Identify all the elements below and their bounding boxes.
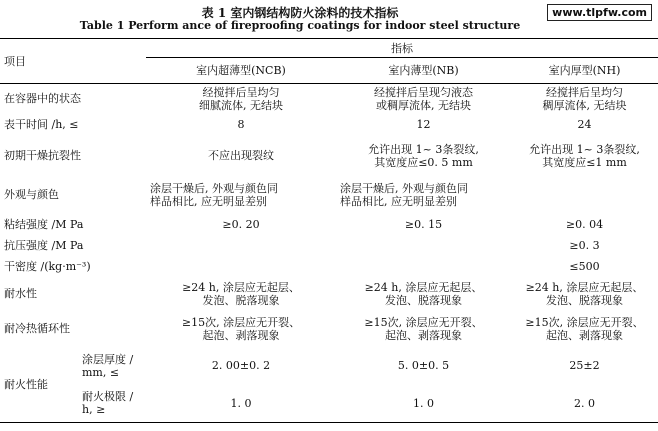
table-row — [0, 176, 658, 214]
table-row — [0, 235, 658, 256]
cell-ncb — [146, 256, 336, 277]
row-item-label: 耐水性 — [4, 287, 37, 300]
cell-ncb: 涂层干燥后, 外观与颜色同 样品相比, 应无明显差别 — [150, 181, 278, 208]
cell-ncb: ≥24 h, 涂层应无起层、 发泡、脱落现象 — [182, 280, 300, 307]
cell-nb: 12 — [416, 118, 431, 131]
cell-ncb: 不应出现裂纹 — [208, 149, 274, 162]
table-row — [0, 385, 658, 423]
cell-nh: ≥0. 3 — [569, 238, 600, 252]
table-caption-en: Table 1 Perform ance of fireproofing coatings for indoor steel structure — [79, 19, 521, 32]
table-row — [0, 84, 658, 114]
cell-nb: 经搅拌后呈现匀液态 或稠厚流体, 无结块 — [374, 85, 473, 112]
header-nb: 室内薄型(NB) — [336, 58, 511, 84]
cell-nh: 经搅拌后呈均匀 稠厚流体, 无结块 — [542, 85, 627, 112]
cell-ncb: 经搅拌后呈均匀 细腻流体, 无结块 — [199, 85, 283, 112]
cell-nb — [336, 235, 511, 256]
fire-limit-nh: 2. 0 — [511, 385, 658, 423]
fire-thickness-label: 涂层厚度 / mm, ≤ — [82, 352, 134, 379]
fire-limit-ncb: 1. 0 — [146, 385, 336, 423]
row-item-label: 干密度 /(kg·m⁻³) — [4, 259, 91, 273]
fire-limit-nb: 1. 0 — [336, 385, 511, 423]
cell-nb: ≥0. 15 — [404, 217, 443, 231]
table-row — [0, 114, 658, 136]
fire-thickness-nb: 5. 0±0. 5 — [397, 359, 450, 372]
table-row — [0, 311, 658, 347]
cell-ncb — [146, 235, 336, 256]
table-row — [0, 256, 658, 277]
header-indicator: 指标 — [146, 39, 658, 58]
cell-ncb: ≥0. 20 — [222, 217, 260, 231]
cell-nh — [511, 176, 658, 214]
cell-nh: 允许出现 1~ 3条裂纹, 其宽度应≤1 mm — [529, 142, 640, 169]
row-item-label: 抗压强度 /M Pa — [4, 238, 84, 252]
header-ncb: 室内超薄型(NCB) — [146, 58, 336, 84]
fire-thickness-ncb: 2. 00±0. 2 — [211, 359, 271, 372]
row-item-label: 在容器中的状态 — [4, 92, 81, 106]
table-row — [0, 277, 658, 311]
table-row — [0, 347, 658, 385]
cell-nh: 24 — [577, 118, 592, 131]
row-item-label: 初期干燥抗裂性 — [4, 149, 81, 162]
row-item-label: 表干时间 /h, ≤ — [4, 118, 79, 131]
header-item: 项目 — [0, 39, 146, 84]
cell-nb — [336, 256, 511, 277]
row-item-label: 耐冷热循环性 — [4, 322, 70, 335]
cell-nh: ≤500 — [569, 259, 600, 273]
cell-nb: ≥15次, 涂层应无开裂、 起泡、剥落现象 — [364, 315, 483, 342]
table-row — [0, 136, 658, 176]
cell-ncb: ≥15次, 涂层应无开裂、 起泡、剥落现象 — [181, 315, 301, 342]
fire-thickness-nh: 25±2 — [569, 359, 600, 372]
cell-nb: ≥24 h, 涂层应无起层、 发泡、脱落现象 — [364, 280, 483, 307]
row-item-label: 外观与颜色 — [4, 188, 59, 201]
cell-nh: ≥15次, 涂层应无开裂、 起泡、剥落现象 — [525, 315, 644, 342]
table-row — [0, 214, 658, 235]
cell-nh: ≥0. 04 — [565, 217, 604, 231]
watermark: www.tlpfw.com — [547, 4, 652, 21]
row-item-label: 耐火性能 — [0, 347, 78, 423]
cell-ncb: 8 — [237, 118, 245, 131]
row-item-label: 粘结强度 /M Pa — [4, 217, 84, 231]
fire-limit-label: 耐火极限 / h, ≥ — [78, 385, 146, 423]
cell-nb: 允许出现 1~ 3条裂纹, 其宽度应≤0. 5 mm — [368, 142, 479, 169]
spec-table — [0, 38, 658, 423]
cell-nh: ≥24 h, 涂层应无起层、 发泡、脱落现象 — [525, 280, 644, 307]
header-nh: 室内厚型(NH) — [511, 58, 658, 84]
cell-nb: 涂层干燥后, 外观与颜色同 样品相比, 应无明显差别 — [340, 181, 468, 208]
table-caption-cn: 表 1 室内钢结构防火涂料的技术指标 — [201, 6, 399, 20]
